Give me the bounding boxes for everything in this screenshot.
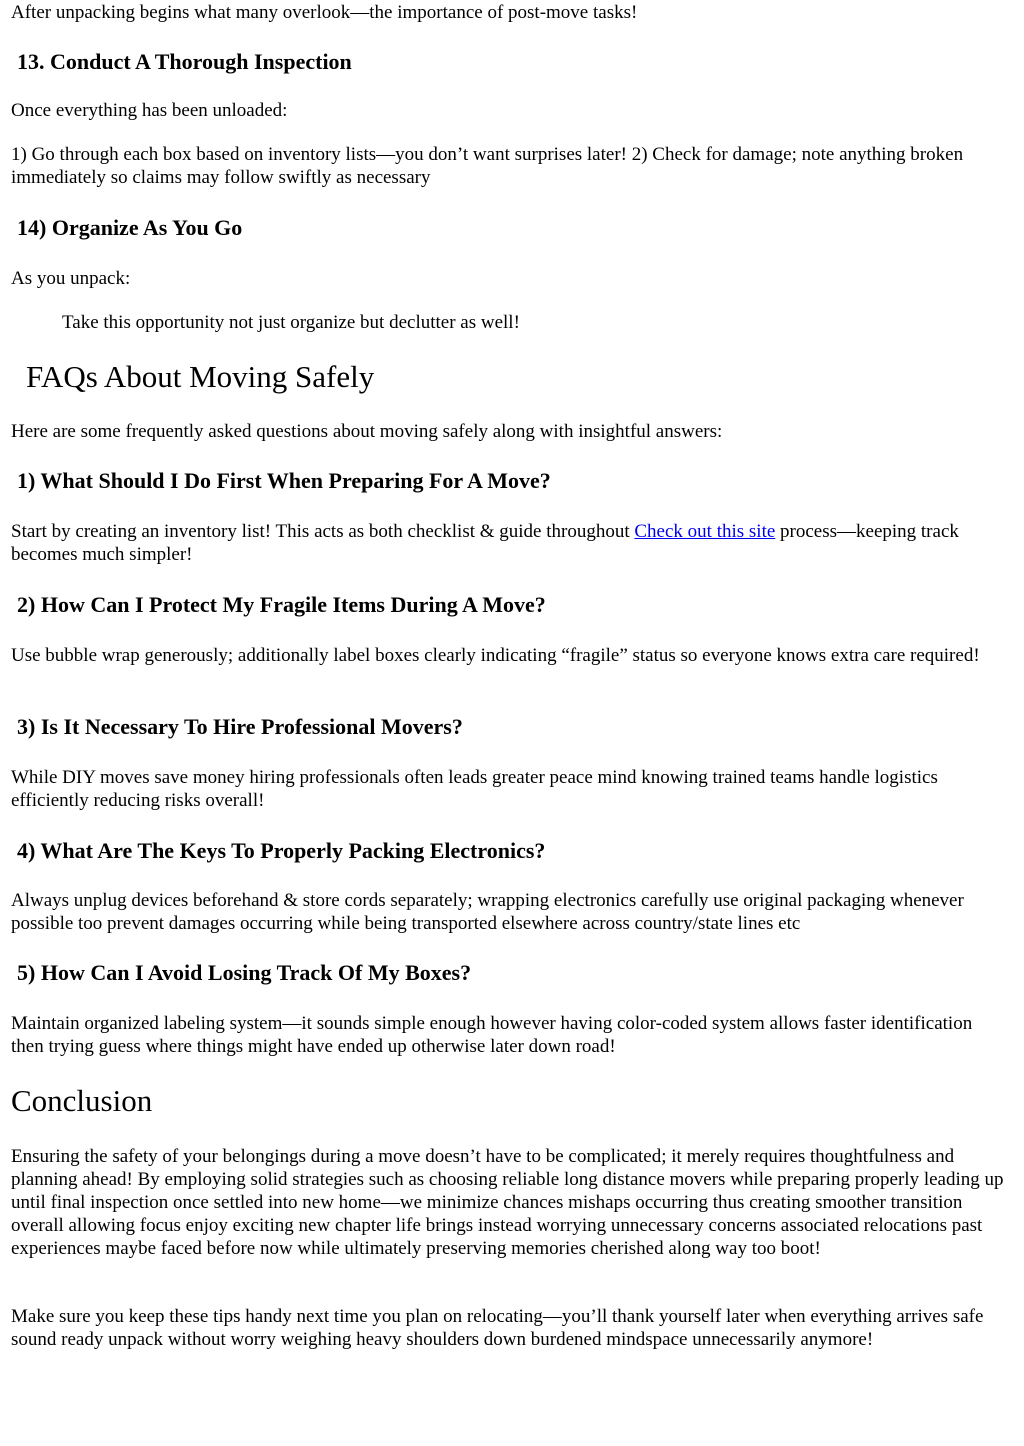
intro-paragraph: After unpacking begins what many overlook—the importance of post-move tasks! (11, 2, 638, 23)
faq-intro: Here are some frequently asked questions about moving safely along with insightful answers: (11, 421, 723, 442)
faq-answer-1-before: Start by creating an inventory list! This acts as both checklist & guide throughout (11, 521, 635, 542)
faq-answer-5: Maintain organized labeling system—it sounds simple enough however having color-coded system allows faster identification then trying guess where things might have ended up otherwise later down road! (11, 1013, 973, 1057)
faq-question-3: 3) Is It Necessary To Hire Professional Movers? (17, 714, 463, 739)
conclusion-paragraph-2: Make sure you keep these tips handy next time you plan on relocating—you’ll thank yourself later when everything arrives safe sound ready unpack without worry weighing heavy shoulders down burdened mindspace unnecessarily anymore! (11, 1306, 984, 1350)
section-13-heading: 13. Conduct A Thorough Inspection (17, 49, 352, 74)
faq-answer-1 (11, 520, 1006, 566)
faq-answer-2: Use bubble wrap generously; additionally label boxes clearly indicating “fragile” status so everyone knows extra care required! (11, 645, 980, 666)
faq-question-5: 5) How Can I Avoid Losing Track Of My Boxes? (17, 960, 472, 985)
check-out-site-link[interactable]: Check out this site (634, 521, 776, 542)
section-14-lead: As you unpack: (11, 268, 131, 289)
faq-question-2: 2) How Can I Protect My Fragile Items During A Move? (17, 592, 546, 617)
section-13-lead: Once everything has been unloaded: (11, 100, 288, 121)
faq-heading: FAQs About Moving Safely (26, 359, 375, 394)
conclusion-paragraph-1: Ensuring the safety of your belongings during a move doesn’t have to be complicated; it merely requires thoughtfulness and planning ahead! By employing solid strategies such as choosing reliable long distance movers while preparing properly leading up until final inspection once settled into new home—we minimize chances mishaps occurring thus creating smoother transition overall allowing focus enjoy exciting new chapter life brings instead worrying unnecessary concerns associated relocations past experiences maybe faced before now while ultimately preserving memories cherished along way too boot! (11, 1146, 1004, 1259)
faq-question-4: 4) What Are The Keys To Properly Packing Electronics? (17, 838, 546, 863)
conclusion-heading: Conclusion (11, 1083, 153, 1118)
section-14-heading: 14) Organize As You Go (17, 215, 243, 240)
faq-question-1: 1) What Should I Do First When Preparing For A Move? (17, 468, 551, 493)
section-13-body: 1) Go through each box based on inventory lists—you don’t want surprises later! 2) Check for damage; note anything broken immediately so claims may follow swiftly as necessary (11, 144, 964, 188)
faq-answer-1-after: process—keeping track becomes much simpler! (11, 521, 959, 565)
section-14-tip: Take this opportunity not just organize but declutter as well! (62, 312, 520, 333)
faq-answer-3: While DIY moves save money hiring professionals often leads greater peace mind knowing trained teams handle logistics efficiently reducing risks overall! (11, 767, 938, 811)
faq-answer-4: Always unplug devices beforehand & store cords separately; wrapping electronics carefully use original packaging whenever possible too prevent damages occurring while being transported elsewhere across country/state lines etc (11, 890, 964, 934)
